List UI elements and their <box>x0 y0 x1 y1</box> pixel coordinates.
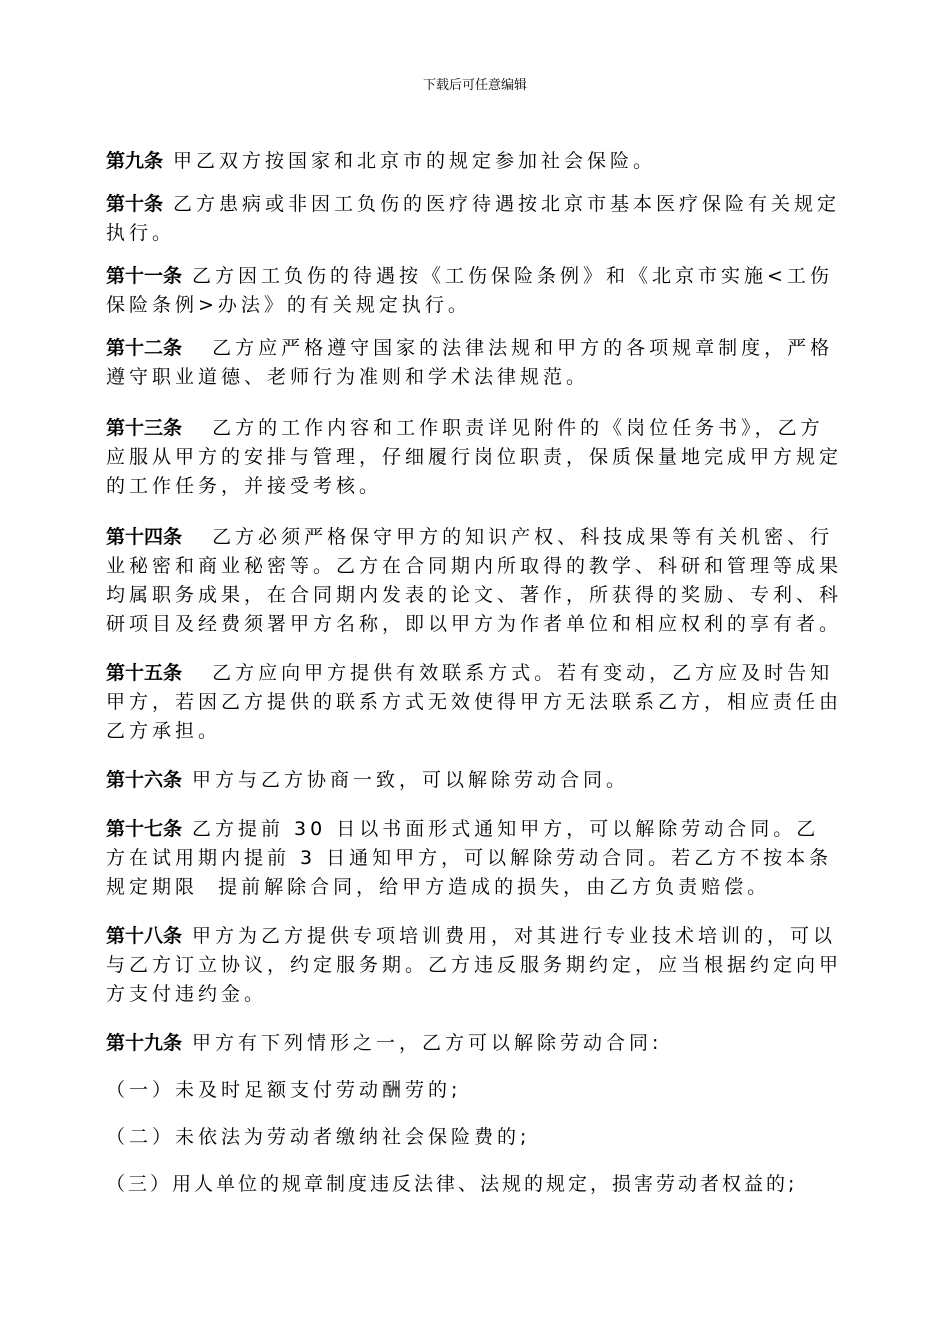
list-item: （二）未依法为劳动者缴纳社会保险费的; <box>106 1126 531 1148</box>
article-label: 第十四条 <box>106 526 183 548</box>
page-header: 下载后可任意编辑 <box>422 78 527 93</box>
article-9 <box>106 147 842 176</box>
article-label: 第十九条 <box>106 1032 183 1054</box>
article-18 <box>106 922 842 1009</box>
document-body <box>106 147 842 1199</box>
article-label: 第十八条 <box>106 925 183 947</box>
article-text: 甲方为乙方提供专项培训费用，对其进行专业技术培训的，可以与乙方订立协议，约定服务期。乙方违反服务期约定，应当根据约定向甲方支付违约金。 <box>106 925 843 1005</box>
article-16 <box>106 766 842 795</box>
article-text: 甲方有下列情形之一，乙方可以解除劳动合同: <box>192 1032 663 1054</box>
article-17 <box>106 815 842 902</box>
article-label: 第十二条 <box>106 337 183 359</box>
article-11 <box>106 262 842 320</box>
article-text: 乙方因工负伤的待遇按《工伤保险条例》和《北京市实施<工伤保险条例>办法》的有关规定执行。 <box>106 265 833 316</box>
article-label: 第十七条 <box>106 818 183 840</box>
article-13 <box>106 414 842 501</box>
article-19 <box>106 1029 842 1058</box>
article-text: 乙方应严格遵守国家的法律法规和甲方的各项规章制度，严格遵守职业道德、老师行为准则和学术法律规范。 <box>106 337 834 388</box>
article-text: 乙方提前 30 日以书面形式通知甲方，可以解除劳动合同。乙方在试用期内提前 3 日通知甲方，可以解除劳动合同。若乙方不按本条规定期限 提前解除合同，给甲方造成的损失，由乙方负责赔偿。 <box>106 818 833 898</box>
article-label: 第十一条 <box>106 265 183 287</box>
list-item: （一）未及时足额支付劳动酬劳的; <box>106 1079 462 1101</box>
article-14 <box>106 523 842 639</box>
article-label: 第九条 <box>106 150 164 172</box>
article-10 <box>106 190 842 248</box>
article-text: 乙方的工作内容和工作职责详见附件的《岗位任务书》，乙方应服从甲方的安排与管理，仔细履行岗位职责，保质保量地完成甲方规定的工作任务，并接受考核。 <box>106 417 843 497</box>
article-label: 第十六条 <box>106 769 183 791</box>
article-text: 乙方患病或非因工负伤的医疗待遇按北京市基本医疗保险有关规定执行。 <box>106 193 841 244</box>
article-15 <box>106 659 842 746</box>
article-label: 第十条 <box>106 193 164 215</box>
list-item: （三）用人单位的规章制度违反法律、法规的规定，损害劳动者权益的; <box>106 1173 798 1195</box>
article-text: 乙方应向甲方提供有效联系方式。若有变动，乙方应及时告知甲方，若因乙方提供的联系方式无效使得甲方无法联系乙方，相应责任由乙方承担。 <box>106 662 843 742</box>
article-text: 甲乙双方按国家和北京市的规定参加社会保险。 <box>173 150 657 172</box>
article-12 <box>106 334 842 392</box>
article-text: 乙方必须严格保守甲方的知识产权、科技成果等有关机密、行业秘密和商业秘密等。乙方在合同期内所取得的教学、科研和管理等成果均属职务成果，在合同期内发表的论文、著作，所获得的奖励、专利、科研项目及经费须署甲方名称，即以甲方为作者单位和相应权利的享有者。 <box>106 526 843 635</box>
article-label: 第十三条 <box>106 417 183 439</box>
article-label: 第十五条 <box>106 662 183 684</box>
article-text: 甲方与乙方协商一致，可以解除劳动合同。 <box>192 769 630 791</box>
